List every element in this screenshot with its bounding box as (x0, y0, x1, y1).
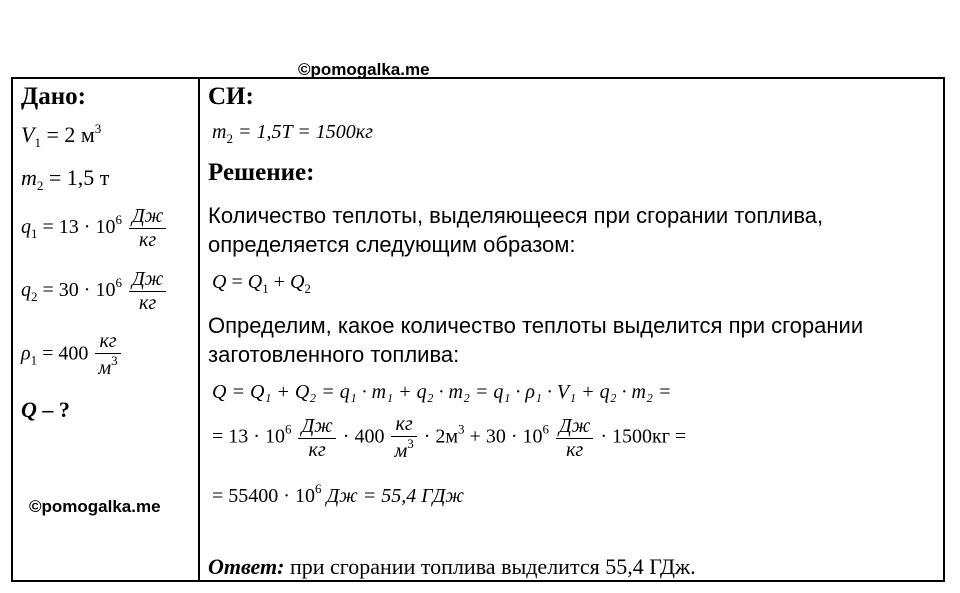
given-header: Дано: (21, 83, 86, 110)
given-v1: $V_1 = 2$ $м^3$ (21, 121, 102, 150)
solution-paragraph-2: Определим, какое количество теплоты выделится при сгорании заготовленного топлива: (208, 313, 864, 367)
answer-text: при сгорании топлива выделится 55,4 ГДж. (284, 554, 696, 579)
equation-4: = $55400 \cdot 10^6$ Дж = 55,4 ГДж (212, 481, 464, 507)
solution-paragraph-1: Количество теплоты, выделяющееся при сгорании топлива, определяется следующим образом: (208, 203, 824, 257)
given-q2: $q_2 = 30 \cdot 10^6$ $\frac{Дж}{кг}$ (21, 268, 168, 315)
column-divider (198, 79, 200, 580)
equation-2: Q = Q₁ + Q₂ = q₁ · m₁ + q₂ · m₂ = q₁ · ρ₁ · V₁ + q₂ · m₂ = (212, 381, 672, 403)
equation-1: $Q = Q_1 + Q_2$ (212, 271, 311, 296)
solution-header: Решение: (208, 159, 315, 186)
given-rho1: $\rho_1 = 400$ $\frac{кг}{м^3}$ (21, 330, 123, 380)
answer-label: Ответ: (208, 554, 285, 579)
find-q: Q – ? (21, 397, 70, 422)
watermark-top: ©pomogalka.me (298, 60, 430, 79)
si-conversion: $m_2 = 1,5T = 1500кг$ (212, 121, 373, 146)
si-header: СИ: (208, 83, 254, 110)
answer (208, 554, 696, 580)
given-q1: $q_1 = 13 \cdot 10^6$ $\frac{Дж}{кг}$ (21, 205, 168, 252)
given-m2: $m_2 = 1,5$ т (21, 165, 110, 193)
equation-3: = $13 \cdot 10^6$ $\frac{Дж}{кг}$ · 400 $\frac{кг}{м^3}$ · $2м^3 + 30 \cdot 10^6$ $\frac{Дж}{кг}$ · 1500кг = (212, 413, 687, 462)
watermark-bottom: ©pomogalka.me (29, 497, 161, 516)
